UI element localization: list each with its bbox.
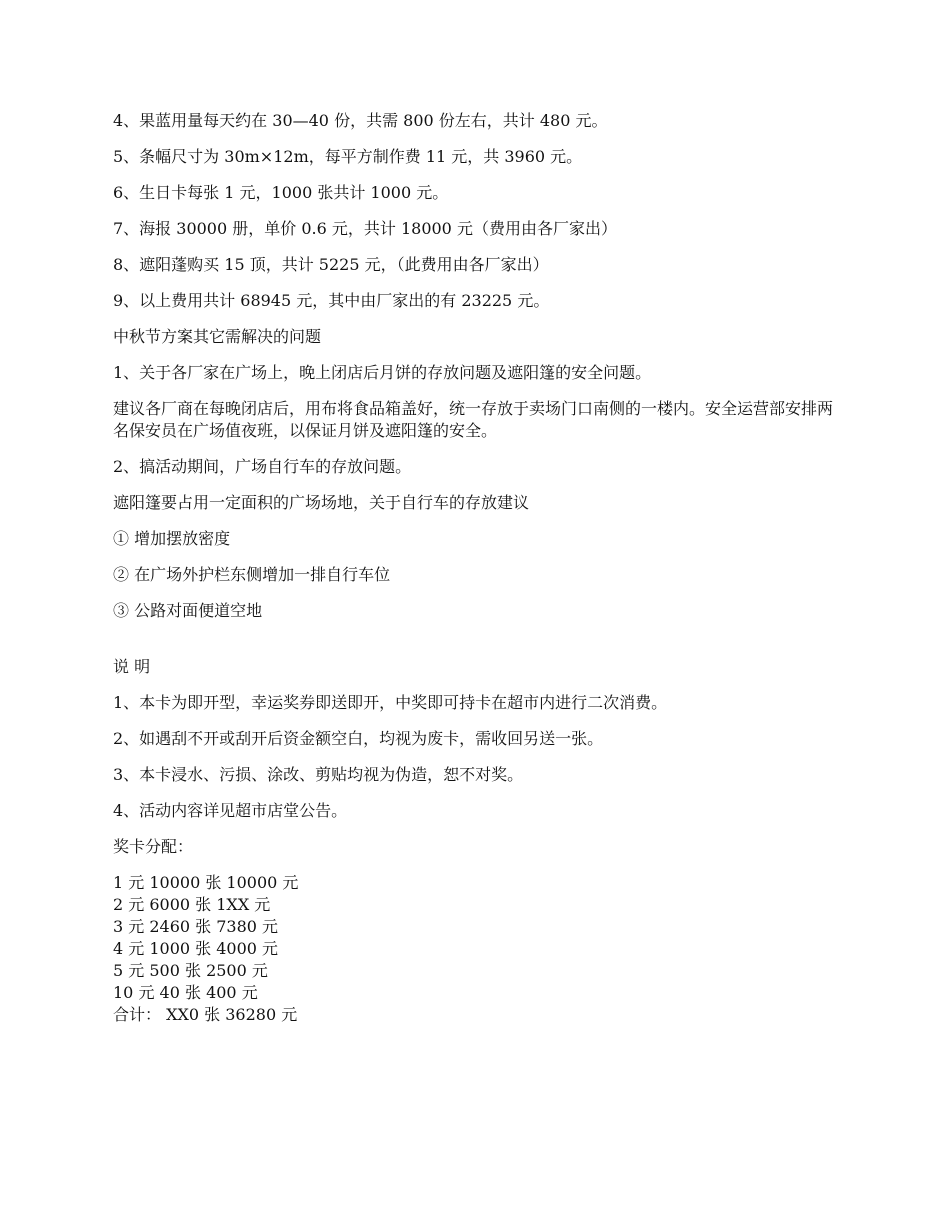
- prize-row: 10 元 40 张 400 元: [113, 983, 258, 1002]
- note-item-3: 3、本卡浸水、污损、涂改、剪贴均视为伪造，恕不对奖。: [113, 765, 524, 784]
- prize-row: 4 元 1000 张 4000 元: [113, 939, 279, 958]
- document-page: [113, 110, 843, 1026]
- issue-2-intro: 遮阳篷要占用一定面积的广场场地，关于自行车的存放建议: [113, 493, 530, 512]
- note-item-2: 2、如遇刮不开或刮开后资金额空白，均视为废卡，需收回另送一张。: [113, 729, 604, 748]
- notes-heading: 说 明: [113, 657, 151, 676]
- bike-option-2: ② 在广场外护栏东侧增加一排自行车位: [113, 565, 391, 584]
- cost-item-8: 8、遮阳蓬购买 15 顶，共计 5225 元，（此费用由各厂家出）: [113, 255, 549, 274]
- note-item-4: 4、活动内容详见超市店堂公告。: [113, 801, 348, 820]
- section-spacer: [113, 636, 843, 656]
- prize-total-row: 合计： XX0 张 36280 元: [113, 1005, 298, 1024]
- prize-list: [113, 872, 843, 1026]
- prize-heading: 奖卡分配：: [113, 837, 194, 856]
- prize-row: 2 元 6000 张 1XX 元: [113, 895, 271, 914]
- issues-heading: 中秋节方案其它需解决的问题: [113, 327, 322, 346]
- issue-1: 1、关于各厂家在广场上，晚上闭店后月饼的存放问题及遮阳篷的安全问题。: [113, 363, 652, 382]
- bike-option-3: ③ 公路对面便道空地: [113, 601, 263, 620]
- cost-item-4: 4、果蓝用量每天约在 30—40 份，共需 800 份左右，共计 480 元。: [113, 111, 608, 130]
- cost-item-6: 6、生日卡每张 1 元，1000 张共计 1000 元。: [113, 183, 449, 202]
- issue-1-suggestion: 建议各厂商在每晚闭店后，用布将食品箱盖好，统一存放于卖场门口南侧的一楼内。安全运营部安排两名保安员在广场值夜班，以保证月饼及遮阳篷的安全。: [113, 399, 834, 440]
- prize-row: 1 元 10000 张 10000 元: [113, 873, 299, 892]
- issue-2: 2、搞活动期间，广场自行车的存放问题。: [113, 457, 412, 476]
- cost-item-7: 7、海报 30000 册，单价 0.6 元，共计 18000 元（费用由各厂家出）: [113, 219, 617, 238]
- cost-item-5: 5、条幅尺寸为 30m×12m，每平方制作费 11 元，共 3960 元。: [113, 147, 583, 166]
- prize-row: 3 元 2460 张 7380 元: [113, 917, 279, 936]
- note-item-1: 1、本卡为即开型，幸运奖券即送即开，中奖即可持卡在超市内进行二次消费。: [113, 693, 668, 712]
- prize-row: 5 元 500 张 2500 元: [113, 961, 268, 980]
- bike-option-1: ① 增加摆放密度: [113, 529, 231, 548]
- cost-item-9: 9、以上费用共计 68945 元，其中由厂家出的有 23225 元。: [113, 291, 550, 310]
